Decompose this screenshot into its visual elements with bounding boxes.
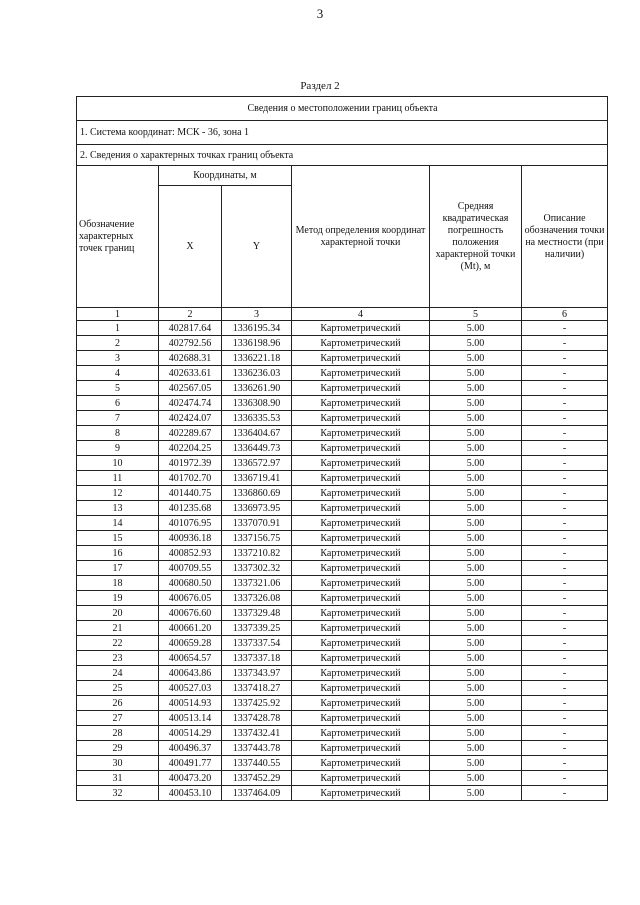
coord-x: 400527.03 — [159, 681, 222, 696]
method: Картометрический — [292, 561, 430, 576]
method: Картометрический — [292, 606, 430, 621]
table-row — [77, 501, 608, 516]
error-value: 5.00 — [430, 381, 522, 396]
description: - — [522, 546, 608, 561]
description: - — [522, 396, 608, 411]
error-value: 5.00 — [430, 501, 522, 516]
description: - — [522, 366, 608, 381]
method: Картометрический — [292, 471, 430, 486]
description: - — [522, 636, 608, 651]
coord-x: 401235.68 — [159, 501, 222, 516]
point-number: 13 — [77, 501, 159, 516]
table-row — [77, 636, 608, 651]
description: - — [522, 726, 608, 741]
point-number: 27 — [77, 711, 159, 726]
table-row — [77, 396, 608, 411]
coord-x: 402289.67 — [159, 426, 222, 441]
coord-x: 402633.61 — [159, 366, 222, 381]
coord-x: 401702.70 — [159, 471, 222, 486]
error-value: 5.00 — [430, 561, 522, 576]
coord-y: 1337337.18 — [222, 651, 292, 666]
coord-y: 1337339.25 — [222, 621, 292, 636]
method: Картометрический — [292, 441, 430, 456]
point-number: 30 — [77, 756, 159, 771]
table-row — [77, 381, 608, 396]
coord-y: 1336719.41 — [222, 471, 292, 486]
coord-y: 1337321.06 — [222, 576, 292, 591]
method: Картометрический — [292, 726, 430, 741]
point-number: 6 — [77, 396, 159, 411]
coord-y: 1336335.53 — [222, 411, 292, 426]
point-number: 2 — [77, 336, 159, 351]
table-row — [77, 591, 608, 606]
points-section-title: 2. Сведения о характерных точках границ объекта — [77, 145, 608, 166]
coord-x: 400514.29 — [159, 726, 222, 741]
error-value: 5.00 — [430, 666, 522, 681]
header-y: Y — [222, 186, 292, 308]
method: Картометрический — [292, 546, 430, 561]
description: - — [522, 426, 608, 441]
table-row — [77, 366, 608, 381]
table-row — [77, 576, 608, 591]
coord-y: 1336404.67 — [222, 426, 292, 441]
method: Картометрический — [292, 696, 430, 711]
point-number: 12 — [77, 486, 159, 501]
point-number: 11 — [77, 471, 159, 486]
point-number: 20 — [77, 606, 159, 621]
header-error: Средняя квадратическая погрешность положения характерной точки (Mt), м — [430, 166, 522, 308]
point-number: 29 — [77, 741, 159, 756]
description: - — [522, 651, 608, 666]
description: - — [522, 561, 608, 576]
coord-x: 400514.93 — [159, 696, 222, 711]
method: Картометрический — [292, 651, 430, 666]
table-row — [77, 651, 608, 666]
method: Картометрический — [292, 711, 430, 726]
point-number: 23 — [77, 651, 159, 666]
method: Картометрический — [292, 516, 430, 531]
error-value: 5.00 — [430, 591, 522, 606]
table-row — [77, 516, 608, 531]
column-number: 5 — [430, 308, 522, 321]
header-x: X — [159, 186, 222, 308]
coord-x: 402817.64 — [159, 321, 222, 336]
header-designation: Обозначение характерных точек границ — [77, 166, 159, 308]
method: Картометрический — [292, 621, 430, 636]
column-number: 2 — [159, 308, 222, 321]
point-number: 31 — [77, 771, 159, 786]
coord-y: 1336261.90 — [222, 381, 292, 396]
method: Картометрический — [292, 576, 430, 591]
coord-x: 400513.14 — [159, 711, 222, 726]
method: Картометрический — [292, 396, 430, 411]
description: - — [522, 771, 608, 786]
coord-x: 402567.05 — [159, 381, 222, 396]
description: - — [522, 711, 608, 726]
column-number: 1 — [77, 308, 159, 321]
coord-x: 400473.20 — [159, 771, 222, 786]
point-number: 7 — [77, 411, 159, 426]
description: - — [522, 411, 608, 426]
error-value: 5.00 — [430, 351, 522, 366]
table-row — [77, 411, 608, 426]
coord-x: 402688.31 — [159, 351, 222, 366]
table-row — [77, 771, 608, 786]
coord-y: 1337440.55 — [222, 756, 292, 771]
method: Картометрический — [292, 336, 430, 351]
table-row — [77, 666, 608, 681]
column-number: 4 — [292, 308, 430, 321]
table-title: Сведения о местоположении границ объекта — [77, 97, 608, 121]
coord-y: 1336308.90 — [222, 396, 292, 411]
page-number: 3 — [316, 6, 324, 21]
section-title: Раздел 2 — [300, 80, 340, 92]
coord-y: 1336198.96 — [222, 336, 292, 351]
table-row — [77, 681, 608, 696]
error-value: 5.00 — [430, 336, 522, 351]
method: Картометрический — [292, 771, 430, 786]
table-row — [77, 456, 608, 471]
error-value: 5.00 — [430, 411, 522, 426]
description: - — [522, 531, 608, 546]
method: Картометрический — [292, 366, 430, 381]
description: - — [522, 501, 608, 516]
error-value: 5.00 — [430, 486, 522, 501]
error-value: 5.00 — [430, 366, 522, 381]
description: - — [522, 456, 608, 471]
error-value: 5.00 — [430, 771, 522, 786]
column-numbers-row — [77, 308, 608, 321]
table-row — [77, 726, 608, 741]
coord-y: 1337464.09 — [222, 786, 292, 801]
coord-x: 400936.18 — [159, 531, 222, 546]
coord-x: 401440.75 — [159, 486, 222, 501]
error-value: 5.00 — [430, 741, 522, 756]
description: - — [522, 681, 608, 696]
table-row — [77, 486, 608, 501]
table-row — [77, 426, 608, 441]
coord-y: 1336973.95 — [222, 501, 292, 516]
error-value: 5.00 — [430, 441, 522, 456]
error-value: 5.00 — [430, 786, 522, 801]
description: - — [522, 381, 608, 396]
method: Картометрический — [292, 426, 430, 441]
coord-y: 1337418.27 — [222, 681, 292, 696]
error-value: 5.00 — [430, 681, 522, 696]
column-number: 3 — [222, 308, 292, 321]
point-number: 15 — [77, 531, 159, 546]
point-number: 19 — [77, 591, 159, 606]
header-coordinates: Координаты, м — [159, 166, 292, 186]
coord-y: 1337156.75 — [222, 531, 292, 546]
coord-x: 402204.25 — [159, 441, 222, 456]
table-row — [77, 561, 608, 576]
point-number: 5 — [77, 381, 159, 396]
coord-y: 1337070.91 — [222, 516, 292, 531]
error-value: 5.00 — [430, 321, 522, 336]
header-description: Описание обозначения точки на местности (при наличии) — [522, 166, 608, 308]
point-number: 21 — [77, 621, 159, 636]
method: Картометрический — [292, 741, 430, 756]
coord-x: 400496.37 — [159, 741, 222, 756]
method: Картометрический — [292, 786, 430, 801]
coord-x: 400680.50 — [159, 576, 222, 591]
method: Картометрический — [292, 756, 430, 771]
description: - — [522, 441, 608, 456]
error-value: 5.00 — [430, 426, 522, 441]
error-value: 5.00 — [430, 636, 522, 651]
table-row — [77, 711, 608, 726]
coord-x: 400852.93 — [159, 546, 222, 561]
table-row — [77, 321, 608, 336]
coord-y: 1336195.34 — [222, 321, 292, 336]
description: - — [522, 606, 608, 621]
header-method: Метод определения координат характерной точки — [292, 166, 430, 308]
method: Картометрический — [292, 591, 430, 606]
description: - — [522, 666, 608, 681]
error-value: 5.00 — [430, 696, 522, 711]
coord-x: 402792.56 — [159, 336, 222, 351]
point-number: 8 — [77, 426, 159, 441]
point-number: 28 — [77, 726, 159, 741]
coord-x: 400709.55 — [159, 561, 222, 576]
coord-x: 400659.28 — [159, 636, 222, 651]
description: - — [522, 786, 608, 801]
method: Картометрический — [292, 351, 430, 366]
coord-y: 1337337.54 — [222, 636, 292, 651]
boundary-points-table — [76, 96, 608, 801]
coord-x: 400654.57 — [159, 651, 222, 666]
coord-y: 1337329.48 — [222, 606, 292, 621]
description: - — [522, 756, 608, 771]
point-number: 18 — [77, 576, 159, 591]
table-row — [77, 531, 608, 546]
table-row — [77, 741, 608, 756]
method: Картометрический — [292, 486, 430, 501]
point-number: 9 — [77, 441, 159, 456]
description: - — [522, 486, 608, 501]
coord-y: 1337443.78 — [222, 741, 292, 756]
coord-x: 400491.77 — [159, 756, 222, 771]
coord-y: 1337302.32 — [222, 561, 292, 576]
table-row — [77, 336, 608, 351]
error-value: 5.00 — [430, 516, 522, 531]
table-row — [77, 696, 608, 711]
coord-y: 1337428.78 — [222, 711, 292, 726]
point-number: 3 — [77, 351, 159, 366]
table-row — [77, 756, 608, 771]
method: Картометрический — [292, 636, 430, 651]
error-value: 5.00 — [430, 726, 522, 741]
coord-x: 402474.74 — [159, 396, 222, 411]
table-row — [77, 441, 608, 456]
error-value: 5.00 — [430, 546, 522, 561]
coord-y: 1336236.03 — [222, 366, 292, 381]
point-number: 32 — [77, 786, 159, 801]
error-value: 5.00 — [430, 576, 522, 591]
point-number: 17 — [77, 561, 159, 576]
table-row — [77, 606, 608, 621]
method: Картометрический — [292, 321, 430, 336]
point-number: 14 — [77, 516, 159, 531]
method: Картометрический — [292, 666, 430, 681]
point-number: 26 — [77, 696, 159, 711]
point-number: 1 — [77, 321, 159, 336]
coordinate-system: 1. Система координат: МСК - 36, зона 1 — [77, 121, 608, 145]
description: - — [522, 336, 608, 351]
description: - — [522, 576, 608, 591]
error-value: 5.00 — [430, 531, 522, 546]
coord-x: 400676.60 — [159, 606, 222, 621]
table-row — [77, 621, 608, 636]
table-row — [77, 471, 608, 486]
coord-y: 1337452.29 — [222, 771, 292, 786]
coord-y: 1336860.69 — [222, 486, 292, 501]
error-value: 5.00 — [430, 471, 522, 486]
description: - — [522, 516, 608, 531]
description: - — [522, 321, 608, 336]
description: - — [522, 351, 608, 366]
error-value: 5.00 — [430, 621, 522, 636]
method: Картометрический — [292, 411, 430, 426]
table-row — [77, 786, 608, 801]
coord-y: 1337326.08 — [222, 591, 292, 606]
method: Картометрический — [292, 381, 430, 396]
coord-x: 401076.95 — [159, 516, 222, 531]
coord-x: 400643.86 — [159, 666, 222, 681]
coord-y: 1337343.97 — [222, 666, 292, 681]
coord-y: 1337432.41 — [222, 726, 292, 741]
coord-x: 400661.20 — [159, 621, 222, 636]
method: Картометрический — [292, 681, 430, 696]
table-row — [77, 546, 608, 561]
point-number: 10 — [77, 456, 159, 471]
point-number: 24 — [77, 666, 159, 681]
description: - — [522, 471, 608, 486]
coord-y: 1337210.82 — [222, 546, 292, 561]
error-value: 5.00 — [430, 756, 522, 771]
column-number: 6 — [522, 308, 608, 321]
method: Картометрический — [292, 531, 430, 546]
error-value: 5.00 — [430, 396, 522, 411]
coord-x: 400453.10 — [159, 786, 222, 801]
method: Картометрический — [292, 456, 430, 471]
coord-y: 1336449.73 — [222, 441, 292, 456]
point-number: 4 — [77, 366, 159, 381]
coord-x: 402424.07 — [159, 411, 222, 426]
method: Картометрический — [292, 501, 430, 516]
coord-x: 401972.39 — [159, 456, 222, 471]
description: - — [522, 741, 608, 756]
error-value: 5.00 — [430, 711, 522, 726]
point-number: 25 — [77, 681, 159, 696]
coord-y: 1336221.18 — [222, 351, 292, 366]
table-row — [77, 351, 608, 366]
coord-y: 1336572.97 — [222, 456, 292, 471]
point-number: 22 — [77, 636, 159, 651]
description: - — [522, 696, 608, 711]
coord-x: 400676.05 — [159, 591, 222, 606]
coord-y: 1337425.92 — [222, 696, 292, 711]
error-value: 5.00 — [430, 651, 522, 666]
description: - — [522, 621, 608, 636]
point-number: 16 — [77, 546, 159, 561]
error-value: 5.00 — [430, 606, 522, 621]
description: - — [522, 591, 608, 606]
error-value: 5.00 — [430, 456, 522, 471]
